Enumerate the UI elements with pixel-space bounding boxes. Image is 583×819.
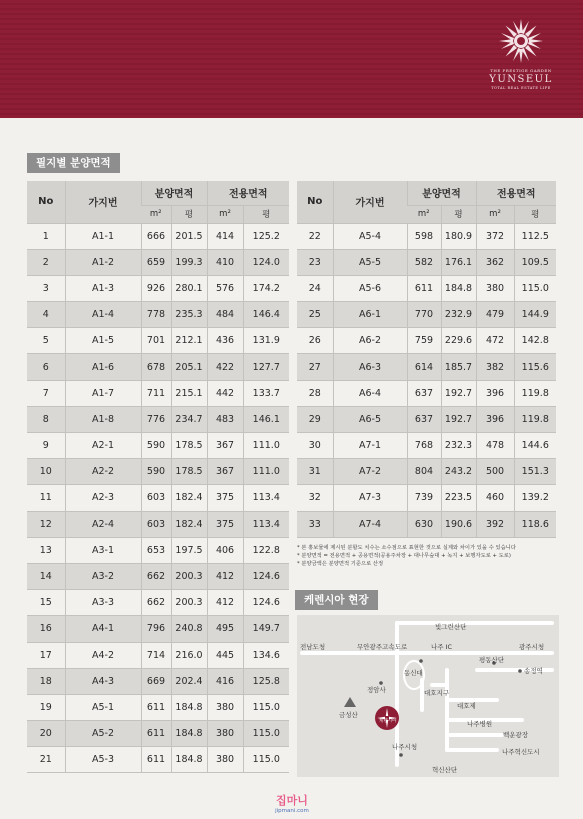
cell-exclusive-sqm: 412: [207, 563, 243, 589]
cell-sale-pyeong: 232.9: [441, 302, 476, 328]
cell-sale-pyeong: 243.2: [441, 459, 476, 485]
map-label: 대호제: [457, 702, 476, 710]
cell-no: 28: [297, 380, 333, 406]
col-header-sqm: m²: [207, 205, 243, 223]
cell-exclusive-pyeong: 174.2: [243, 275, 289, 301]
cell-lot: A7-2: [333, 459, 407, 485]
cell-sale-pyeong: 200.3: [171, 590, 207, 616]
location-map: [297, 615, 559, 777]
cell-sale-pyeong: 234.7: [171, 406, 207, 432]
cell-exclusive-sqm: 362: [476, 249, 514, 275]
cell-sale-sqm: 659: [141, 249, 171, 275]
cell-no: 8: [27, 406, 65, 432]
parcel-table-right-body: [297, 223, 556, 537]
cell-sale-sqm: 590: [141, 433, 171, 459]
cell-sale-sqm: 611: [141, 747, 171, 773]
cell-no: 24: [297, 275, 333, 301]
cell-lot: A6-5: [333, 406, 407, 432]
table-row: [27, 433, 289, 459]
cell-no: 4: [27, 302, 65, 328]
cell-no: 20: [27, 721, 65, 747]
cell-sale-pyeong: 184.8: [171, 721, 207, 747]
col-header-exclusive-area: 전용면적: [476, 181, 556, 205]
footnote: * 분양면적 = 전용면적 + 공용면적(공용주차장 + 대나무숲대 + 녹지 + 보행자도로 + 도로): [297, 553, 511, 559]
cell-no: 2: [27, 249, 65, 275]
cell-lot: A4-3: [65, 668, 141, 694]
cell-sale-sqm: 611: [141, 721, 171, 747]
cell-exclusive-pyeong: 113.4: [243, 485, 289, 511]
cell-no: 5: [27, 328, 65, 354]
cell-lot: A6-2: [333, 328, 407, 354]
brand-logo: [481, 18, 561, 90]
cell-sale-sqm: 582: [407, 249, 441, 275]
cell-lot: A4-1: [65, 616, 141, 642]
map-label: 전남도청: [300, 643, 326, 651]
cell-exclusive-sqm: 367: [207, 433, 243, 459]
cell-exclusive-pyeong: 139.2: [514, 485, 556, 511]
col-header-lot: 가지번: [65, 181, 141, 223]
cell-sale-sqm: 603: [141, 511, 171, 537]
cell-no: 3: [27, 275, 65, 301]
table-row: [297, 511, 556, 537]
map-label: 광주시청: [519, 643, 545, 651]
cell-no: 23: [297, 249, 333, 275]
cell-exclusive-pyeong: 109.5: [514, 249, 556, 275]
cell-lot: A5-6: [333, 275, 407, 301]
table-row: [27, 328, 289, 354]
cell-exclusive-pyeong: 115.0: [514, 275, 556, 301]
table-row: [27, 249, 289, 275]
col-header-no: No: [27, 181, 65, 223]
cell-lot: A2-1: [65, 433, 141, 459]
cell-exclusive-pyeong: 111.0: [243, 459, 289, 485]
cell-sale-sqm: 637: [407, 406, 441, 432]
cell-exclusive-sqm: 392: [476, 511, 514, 537]
col-header-pyeong: 평: [171, 205, 207, 223]
cell-exclusive-sqm: 445: [207, 642, 243, 668]
cell-lot: A3-3: [65, 590, 141, 616]
cell-sale-sqm: 590: [141, 459, 171, 485]
cell-no: 25: [297, 302, 333, 328]
cell-sale-pyeong: 185.7: [441, 354, 476, 380]
cell-sale-pyeong: 182.4: [171, 511, 207, 537]
col-header-sqm: m²: [407, 205, 441, 223]
cell-exclusive-sqm: 436: [207, 328, 243, 354]
cell-exclusive-pyeong: 115.6: [514, 354, 556, 380]
cell-no: 18: [27, 668, 65, 694]
watermark-main: 집마니: [276, 794, 308, 807]
cell-sale-sqm: 653: [141, 537, 171, 563]
cell-sale-pyeong: 215.1: [171, 380, 207, 406]
col-header-pyeong: 평: [514, 205, 556, 223]
cell-sale-sqm: 637: [407, 380, 441, 406]
site-section-title: 케렌시아 현장: [295, 590, 378, 610]
cell-exclusive-pyeong: 124.6: [243, 563, 289, 589]
cell-no: 14: [27, 563, 65, 589]
table-row: [297, 380, 556, 406]
table-row: [27, 406, 289, 432]
cell-no: 21: [27, 747, 65, 773]
cell-exclusive-pyeong: 112.5: [514, 223, 556, 249]
cell-exclusive-sqm: 410: [207, 249, 243, 275]
cell-sale-sqm: 669: [141, 668, 171, 694]
cell-exclusive-sqm: 372: [476, 223, 514, 249]
cell-no: 33: [297, 511, 333, 537]
cell-exclusive-sqm: 422: [207, 354, 243, 380]
cell-sale-sqm: 603: [141, 485, 171, 511]
cell-exclusive-sqm: 500: [476, 459, 514, 485]
map-label: 대호지구: [424, 689, 450, 697]
cell-exclusive-sqm: 396: [476, 406, 514, 432]
col-header-pyeong: 평: [441, 205, 476, 223]
cell-no: 17: [27, 642, 65, 668]
cell-exclusive-sqm: 382: [476, 354, 514, 380]
table-row: [27, 459, 289, 485]
cell-no: 32: [297, 485, 333, 511]
cell-exclusive-pyeong: 118.6: [514, 511, 556, 537]
cell-sale-pyeong: 197.5: [171, 537, 207, 563]
col-header-sale-area: 분양면적: [407, 181, 476, 205]
watermark-url: jipmani.com: [275, 808, 309, 814]
cell-exclusive-pyeong: 151.3: [514, 459, 556, 485]
cell-sale-sqm: 796: [141, 616, 171, 642]
table-row: [297, 302, 556, 328]
cell-exclusive-sqm: 484: [207, 302, 243, 328]
cell-sale-sqm: 611: [141, 694, 171, 720]
cell-exclusive-pyeong: 142.8: [514, 328, 556, 354]
cell-sale-sqm: 701: [141, 328, 171, 354]
location-map-graphic: [297, 615, 559, 777]
col-header-pyeong: 평: [243, 205, 289, 223]
map-label: 나주 IC: [431, 643, 453, 651]
cell-exclusive-pyeong: 144.6: [514, 433, 556, 459]
cell-sale-sqm: 739: [407, 485, 441, 511]
map-label: 정암사: [367, 686, 386, 694]
cell-exclusive-pyeong: 125.8: [243, 668, 289, 694]
cell-sale-pyeong: 201.5: [171, 223, 207, 249]
cell-exclusive-pyeong: 146.4: [243, 302, 289, 328]
cell-lot: A1-4: [65, 302, 141, 328]
footnotes: [297, 544, 559, 568]
cell-exclusive-pyeong: 124.6: [243, 590, 289, 616]
cell-lot: A2-3: [65, 485, 141, 511]
table-row: [297, 223, 556, 249]
cell-lot: A5-5: [333, 249, 407, 275]
cell-sale-sqm: 714: [141, 642, 171, 668]
col-header-sqm: m²: [141, 205, 171, 223]
map-label: 빛그린산단: [435, 623, 467, 631]
cell-sale-pyeong: 176.1: [441, 249, 476, 275]
cell-no: 13: [27, 537, 65, 563]
cell-lot: A1-7: [65, 380, 141, 406]
sunburst-logo-icon: [498, 18, 544, 64]
table-row: [297, 275, 556, 301]
table-row: [297, 249, 556, 275]
table-row: [27, 275, 289, 301]
cell-exclusive-sqm: 576: [207, 275, 243, 301]
cell-lot: A3-2: [65, 563, 141, 589]
cell-sale-sqm: 630: [407, 511, 441, 537]
cell-exclusive-sqm: 472: [476, 328, 514, 354]
cell-exclusive-sqm: 380: [476, 275, 514, 301]
cell-no: 10: [27, 459, 65, 485]
cell-exclusive-sqm: 367: [207, 459, 243, 485]
brand-tagline-top: THE PRESTIGE GARDEN: [490, 68, 552, 73]
table-row: [297, 328, 556, 354]
cell-exclusive-pyeong: 149.7: [243, 616, 289, 642]
cell-lot: A7-4: [333, 511, 407, 537]
cell-no: 22: [297, 223, 333, 249]
col-header-sale-area: 분양면적: [141, 181, 207, 205]
cell-exclusive-sqm: 414: [207, 223, 243, 249]
cell-sale-sqm: 711: [141, 380, 171, 406]
cell-sale-pyeong: 184.8: [441, 275, 476, 301]
map-label: 혁신산단: [432, 766, 458, 774]
cell-exclusive-pyeong: 115.0: [243, 694, 289, 720]
cell-sale-pyeong: 192.7: [441, 380, 476, 406]
cell-exclusive-pyeong: 124.0: [243, 249, 289, 275]
col-header-lot: 가지번: [333, 181, 407, 223]
cell-no: 29: [297, 406, 333, 432]
cell-lot: A5-1: [65, 694, 141, 720]
cell-no: 11: [27, 485, 65, 511]
cell-lot: A3-1: [65, 537, 141, 563]
table-row: [27, 302, 289, 328]
map-label: 평동산단: [479, 656, 505, 664]
cell-exclusive-pyeong: 111.0: [243, 433, 289, 459]
cell-lot: A6-1: [333, 302, 407, 328]
cell-sale-sqm: 770: [407, 302, 441, 328]
cell-exclusive-pyeong: 115.0: [243, 721, 289, 747]
cell-exclusive-pyeong: 127.7: [243, 354, 289, 380]
cell-sale-pyeong: 212.1: [171, 328, 207, 354]
cell-sale-sqm: 611: [407, 275, 441, 301]
table-row: [27, 616, 289, 642]
cell-no: 16: [27, 616, 65, 642]
table-row: [27, 590, 289, 616]
map-label: 무안광주고속도로: [357, 643, 408, 651]
cell-sale-sqm: 666: [141, 223, 171, 249]
cell-sale-sqm: 662: [141, 563, 171, 589]
cell-sale-sqm: 926: [141, 275, 171, 301]
cell-sale-pyeong: 202.4: [171, 668, 207, 694]
cell-exclusive-pyeong: 131.9: [243, 328, 289, 354]
cell-sale-sqm: 778: [141, 302, 171, 328]
cell-exclusive-sqm: 442: [207, 380, 243, 406]
cell-sale-pyeong: 190.6: [441, 511, 476, 537]
cell-sale-pyeong: 240.8: [171, 616, 207, 642]
brand-name: YUNSEUL: [489, 74, 553, 85]
brand-tagline-bottom: TOTAL REAL ESTATE LIFE: [491, 86, 551, 90]
cell-exclusive-sqm: 483: [207, 406, 243, 432]
cell-sale-sqm: 614: [407, 354, 441, 380]
cell-sale-pyeong: 235.3: [171, 302, 207, 328]
cell-exclusive-pyeong: 134.6: [243, 642, 289, 668]
cell-exclusive-sqm: 479: [476, 302, 514, 328]
table-row: [297, 459, 556, 485]
cell-lot: A7-1: [333, 433, 407, 459]
cell-no: 15: [27, 590, 65, 616]
map-point-marker: [419, 659, 423, 663]
cell-exclusive-pyeong: 119.8: [514, 380, 556, 406]
cell-no: 6: [27, 354, 65, 380]
table-row: [297, 433, 556, 459]
cell-exclusive-pyeong: 133.7: [243, 380, 289, 406]
table-row: [27, 747, 289, 773]
cell-sale-sqm: 776: [141, 406, 171, 432]
cell-exclusive-sqm: 380: [207, 721, 243, 747]
cell-sale-pyeong: 205.1: [171, 354, 207, 380]
watermark: [262, 792, 322, 814]
map-label: 송정역: [524, 667, 543, 675]
cell-sale-pyeong: 184.8: [171, 747, 207, 773]
parcel-section-title: 필지별 분양면적: [27, 153, 120, 173]
cell-sale-sqm: 768: [407, 433, 441, 459]
table-row: [27, 563, 289, 589]
cell-exclusive-sqm: 412: [207, 590, 243, 616]
table-row: [27, 642, 289, 668]
cell-sale-pyeong: 178.5: [171, 433, 207, 459]
cell-lot: A1-8: [65, 406, 141, 432]
mountain-icon: [344, 697, 356, 707]
cell-lot: A5-3: [65, 747, 141, 773]
cell-lot: A5-2: [65, 721, 141, 747]
cell-no: 27: [297, 354, 333, 380]
table-row: [27, 223, 289, 249]
table-row: [27, 668, 289, 694]
cell-sale-pyeong: 200.3: [171, 563, 207, 589]
parcel-table-right: [297, 181, 556, 538]
cell-lot: A6-3: [333, 354, 407, 380]
cell-lot: A6-4: [333, 380, 407, 406]
cell-sale-pyeong: 280.1: [171, 275, 207, 301]
cell-lot: A2-4: [65, 511, 141, 537]
cell-exclusive-sqm: 396: [476, 380, 514, 406]
cell-sale-sqm: 598: [407, 223, 441, 249]
map-point-marker: [379, 681, 383, 685]
header-banner: [0, 0, 583, 118]
col-header-sqm: m²: [476, 205, 514, 223]
cell-exclusive-pyeong: 115.0: [243, 747, 289, 773]
table-row: [297, 354, 556, 380]
cell-no: 30: [297, 433, 333, 459]
col-header-no: No: [297, 181, 333, 223]
cell-lot: A1-5: [65, 328, 141, 354]
cell-lot: A5-4: [333, 223, 407, 249]
cell-no: 19: [27, 694, 65, 720]
table-row: [27, 537, 289, 563]
cell-no: 9: [27, 433, 65, 459]
cell-no: 1: [27, 223, 65, 249]
footnote: * 분양금액은 분양면적 기준으로 산정: [297, 561, 384, 567]
cell-exclusive-pyeong: 144.9: [514, 302, 556, 328]
map-label: 백운광장: [503, 731, 529, 739]
cell-sale-sqm: 662: [141, 590, 171, 616]
cell-sale-sqm: 678: [141, 354, 171, 380]
map-point-marker: [399, 753, 403, 757]
map-label: 나주시청: [392, 743, 418, 751]
cell-sale-pyeong: 216.0: [171, 642, 207, 668]
cell-no: 12: [27, 511, 65, 537]
cell-exclusive-sqm: 416: [207, 668, 243, 694]
cell-exclusive-sqm: 406: [207, 537, 243, 563]
cell-sale-pyeong: 184.8: [171, 694, 207, 720]
cell-exclusive-pyeong: 125.2: [243, 223, 289, 249]
cell-lot: A1-6: [65, 354, 141, 380]
cell-exclusive-pyeong: 146.1: [243, 406, 289, 432]
parcel-table-left: [27, 181, 289, 773]
col-header-exclusive-area: 전용면적: [207, 181, 289, 205]
cell-exclusive-sqm: 495: [207, 616, 243, 642]
cell-exclusive-sqm: 375: [207, 511, 243, 537]
cell-lot: A4-2: [65, 642, 141, 668]
cell-sale-pyeong: 229.6: [441, 328, 476, 354]
cell-exclusive-pyeong: 113.4: [243, 511, 289, 537]
map-point-marker: [518, 669, 522, 673]
cell-sale-pyeong: 178.5: [171, 459, 207, 485]
cell-exclusive-pyeong: 119.8: [514, 406, 556, 432]
map-label: 금성산: [339, 711, 358, 719]
cell-exclusive-sqm: 460: [476, 485, 514, 511]
cell-sale-pyeong: 232.3: [441, 433, 476, 459]
table-row: [27, 485, 289, 511]
cell-sale-pyeong: 182.4: [171, 485, 207, 511]
table-row: [27, 354, 289, 380]
table-row: [27, 721, 289, 747]
map-label: 나주혁신도시: [502, 748, 540, 756]
table-row: [27, 511, 289, 537]
table-row: [297, 485, 556, 511]
cell-sale-pyeong: 180.9: [441, 223, 476, 249]
map-label: 동신대: [404, 669, 423, 677]
cell-sale-sqm: 804: [407, 459, 441, 485]
table-row: [297, 406, 556, 432]
cell-exclusive-sqm: 380: [207, 694, 243, 720]
cell-exclusive-sqm: 380: [207, 747, 243, 773]
cell-lot: A1-2: [65, 249, 141, 275]
cell-sale-pyeong: 199.3: [171, 249, 207, 275]
cell-exclusive-sqm: 478: [476, 433, 514, 459]
cell-lot: A1-3: [65, 275, 141, 301]
footnote: * 본 홍보물에 제시된 분할도 치수는 소수점으로 표현한 것으로 실제와 차이가 있을 수 있습니다: [297, 545, 516, 551]
cell-lot: A2-2: [65, 459, 141, 485]
map-label: 나주병원: [467, 720, 493, 728]
cell-no: 7: [27, 380, 65, 406]
cell-no: 26: [297, 328, 333, 354]
table-row: [27, 694, 289, 720]
cell-sale-sqm: 759: [407, 328, 441, 354]
parcel-table-left-body: [27, 223, 289, 773]
cell-exclusive-sqm: 375: [207, 485, 243, 511]
cell-sale-pyeong: 223.5: [441, 485, 476, 511]
cell-lot: A1-1: [65, 223, 141, 249]
cell-lot: A7-3: [333, 485, 407, 511]
table-row: [27, 380, 289, 406]
cell-exclusive-pyeong: 122.8: [243, 537, 289, 563]
cell-sale-pyeong: 192.7: [441, 406, 476, 432]
map-site-label: 케렌시아: [379, 719, 397, 724]
cell-no: 31: [297, 459, 333, 485]
